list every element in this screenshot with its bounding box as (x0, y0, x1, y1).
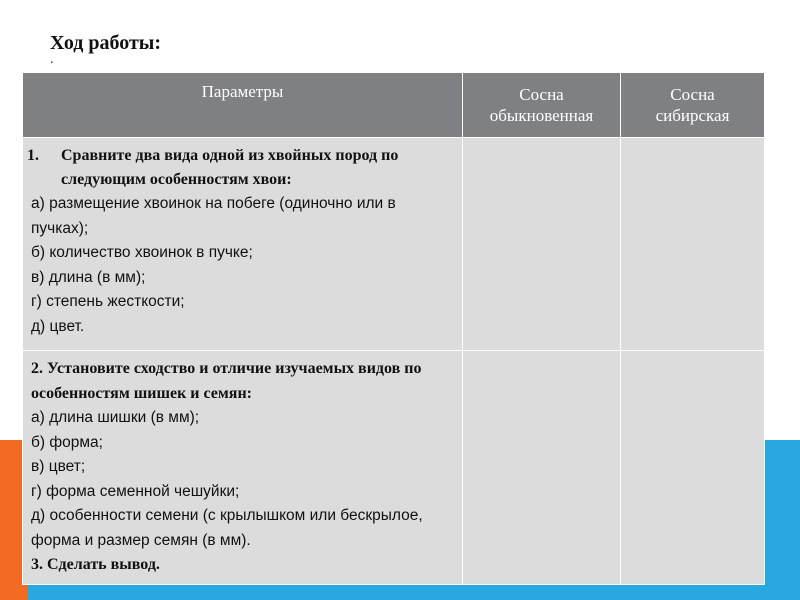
header-parameters: Параметры (23, 73, 463, 138)
header-pine-siberian (621, 73, 765, 138)
slide-title: Ход работы: (50, 32, 162, 54)
header-pine-common (463, 73, 621, 138)
row2-pine-siberian-cell[interactable] (621, 351, 765, 585)
row2-item: а) длина шишки (в мм); (31, 409, 200, 426)
row2-pine-common-cell[interactable] (463, 351, 621, 585)
work-table (22, 72, 765, 585)
row1-item: д) цвет. (31, 317, 85, 335)
row1-heading (27, 144, 454, 192)
header-pine-siberian-line2: сибирская (655, 106, 730, 125)
header-pine-common-line2: обыкновенная (489, 106, 594, 125)
row1-heading-text: Сравните два вида одной из хвойных пород по следующим особенностям хвои: (61, 147, 399, 188)
header-pine-common-line1: Сосна (519, 85, 564, 104)
row1-item: а) размещение хвоинок на побеге (одиночно или в пучках); (31, 195, 396, 237)
header-pine-siberian-line1: Сосна (670, 85, 715, 104)
row2-item: д) особенности семени (с крылышком или бескрылое, форма и размер семян (в мм). (31, 507, 423, 549)
title-dot: . (50, 52, 54, 67)
table-row (23, 351, 765, 585)
row1-item: г) степень жесткости; (31, 293, 185, 310)
row2-item: г) форма семенной чешуйки; (31, 482, 240, 500)
row2-item: в) цвет; (31, 458, 86, 475)
row1-item: в) длина (в мм); (31, 268, 146, 286)
row1-item: б) количество хвоинок в пучке; (31, 244, 253, 261)
row1-parameters-cell (23, 138, 463, 351)
header-row (23, 73, 765, 138)
row2-item: б) форма; (31, 433, 103, 451)
row1-pine-siberian-cell[interactable] (621, 138, 765, 351)
row2-heading: 2. Установите сходство и отличие изучаемых видов по особенностям шишек и семян: (31, 360, 422, 402)
row2-conclusion: 3. Сделать вывод. (31, 556, 160, 573)
table-row (23, 138, 765, 351)
row1-pine-common-cell[interactable] (463, 138, 621, 351)
row2-parameters-cell (23, 351, 463, 585)
row1-number: 1. (27, 147, 39, 164)
